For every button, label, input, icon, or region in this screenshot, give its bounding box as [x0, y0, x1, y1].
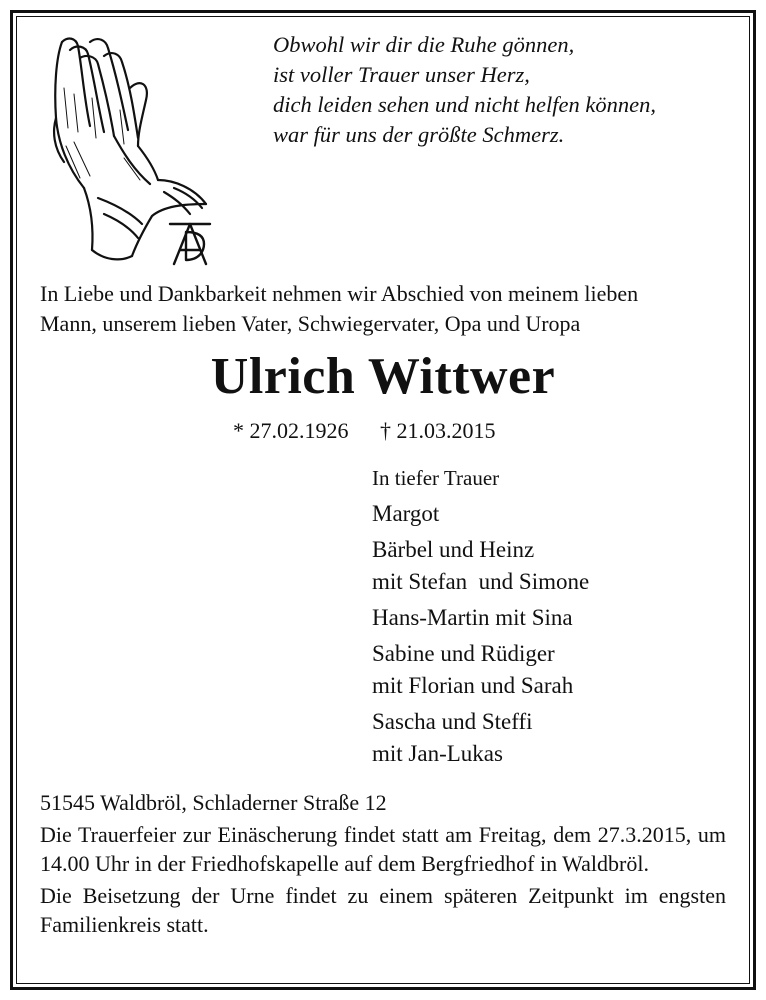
mourners-list: [372, 462, 742, 774]
address: 51545 Waldbröl, Schladerner Straße 12: [40, 790, 387, 815]
poem-line: war für uns der größte Schmerz.: [273, 122, 565, 147]
mourner-line: Sascha und Steffi: [372, 709, 533, 734]
mourners-lead: In tiefer Trauer: [372, 466, 500, 490]
praying-hands-icon: [34, 28, 234, 268]
monogram-icon: [170, 224, 210, 264]
intro-line: Mann, unserem lieben Vater, Schwiegervater, Opa und Uropa: [40, 311, 581, 336]
life-dates: [233, 416, 633, 446]
poem: [273, 30, 743, 150]
mourner-group: [372, 638, 742, 702]
birth-date: * 27.02.1926: [233, 418, 349, 443]
deceased-name: Ulrich Wittwer: [210, 348, 556, 405]
mourner-group: [372, 602, 742, 634]
mourner-line: Sabine und Rüdiger: [372, 641, 555, 666]
intro-line: In Liebe und Dankbarkeit nehmen wir Abschied von meinem lieben: [40, 281, 639, 306]
mourner-line: mit Florian und Sarah: [372, 673, 574, 698]
mourner-group: [372, 706, 742, 770]
mourner-line: Hans-Martin mit Sina: [372, 605, 573, 630]
mourner-group: [372, 498, 742, 530]
burial-info: Die Beisetzung der Urne findet zu einem späteren Zeitpunkt im engsten Familienkreis statt.: [40, 883, 726, 937]
poem-line: dich leiden sehen und nicht helfen können,: [273, 92, 657, 117]
death-date: † 21.03.2015: [380, 418, 496, 443]
mourner-group: [372, 534, 742, 598]
funeral-info: Die Trauerfeier zur Einäscherung findet statt am Freitag, dem 27.3.2015, um 14.00 Uhr in der Friedhofskapelle auf dem Bergfriedhof in Waldbröl.: [40, 822, 726, 876]
mourner-line: mit Stefan und Simone: [372, 569, 590, 594]
intro-text: [40, 279, 730, 339]
notice-details: [40, 788, 726, 942]
mourner-line: Margot: [372, 501, 440, 526]
poem-line: ist voller Trauer unser Herz,: [273, 62, 530, 87]
mourner-line: Bärbel und Heinz: [372, 537, 535, 562]
poem-line: Obwohl wir dir die Ruhe gönnen,: [273, 32, 575, 57]
mourner-line: mit Jan-Lukas: [372, 741, 503, 766]
